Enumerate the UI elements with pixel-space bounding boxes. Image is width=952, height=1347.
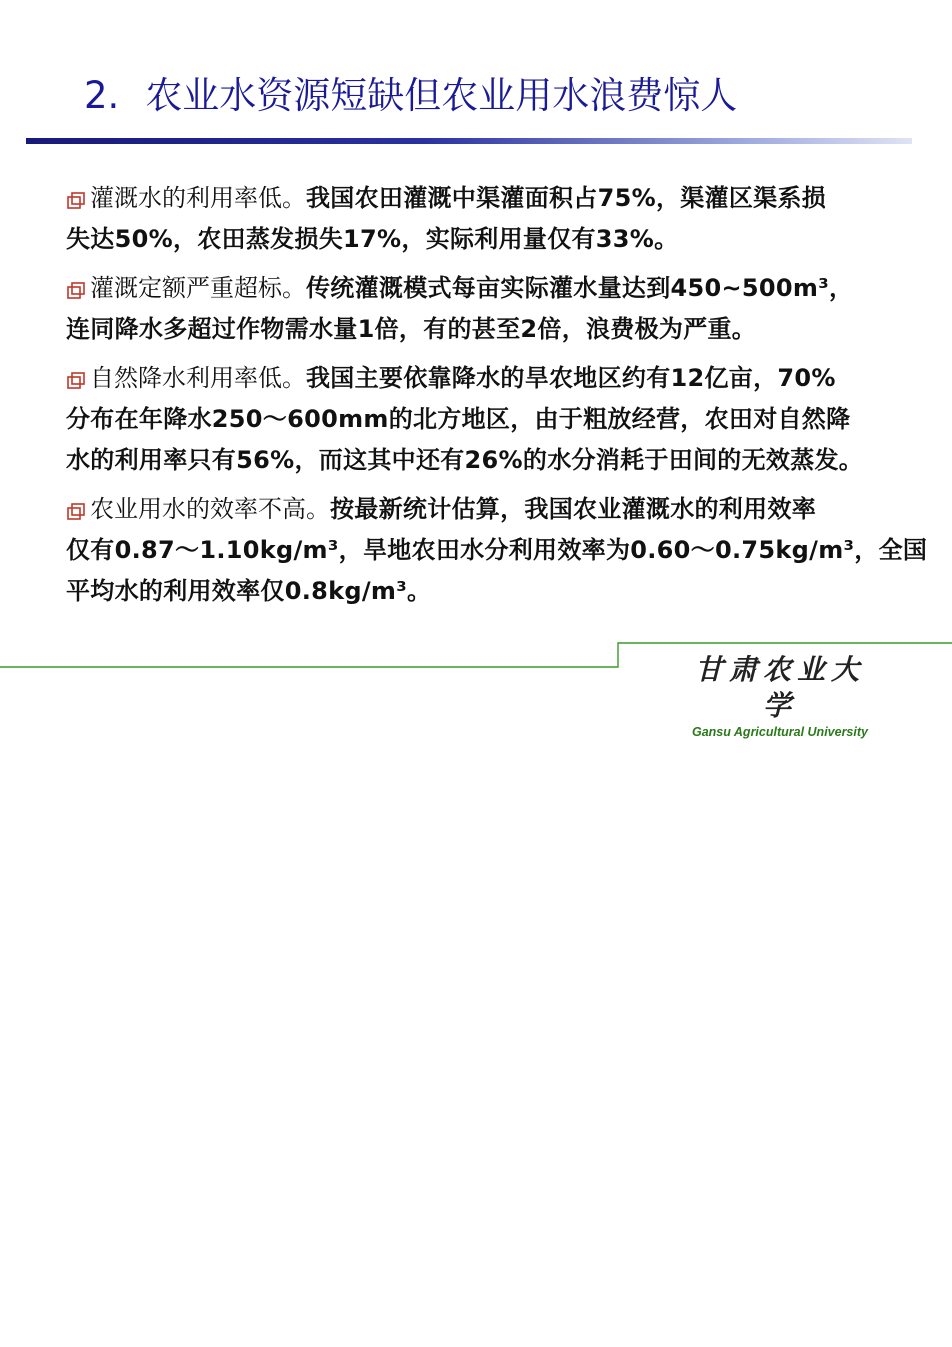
paragraph-line: 连同降水多超过作物需水量1倍，有的甚至2倍，浪费极为严重。 xyxy=(66,315,757,343)
paragraph-irrigation-utilization xyxy=(66,178,896,260)
paragraph-line: 失达50%，农田蒸发损失17%，实际利用量仅有33%。 xyxy=(66,225,679,253)
bullet-icon xyxy=(66,190,88,210)
paragraph-lead: 自然降水利用率低。 xyxy=(90,364,306,392)
paragraph-line: 传统灌溉模式每亩实际灌水量达到450~500m³， xyxy=(306,274,854,302)
paragraph-line: 分布在年降水250～600mm的北方地区，由于粗放经营，农田对自然降 xyxy=(66,405,851,433)
bullet-icon xyxy=(66,370,88,390)
paragraph-line: 我国农田灌溉中渠灌面积占75%，渠灌区渠系损 xyxy=(306,184,827,212)
paragraph-line: 平均水的利用效率仅0.8kg/m³。 xyxy=(66,577,432,605)
paragraph-lead: 灌溉定额严重超标。 xyxy=(90,274,306,302)
paragraph-precipitation-utilization xyxy=(66,358,896,481)
university-logo xyxy=(680,652,880,740)
paragraph-water-efficiency xyxy=(66,489,928,612)
logo-english-name: Gansu Agricultural University xyxy=(692,725,868,739)
title-underline xyxy=(26,138,912,144)
paragraph-irrigation-quota xyxy=(66,268,896,350)
content-body xyxy=(66,178,928,620)
slide-title xyxy=(84,66,904,126)
bullet-icon xyxy=(66,501,88,521)
title-text: 农业水资源短缺但农业用水浪费惊人 xyxy=(145,74,738,117)
logo-chinese-name: 甘肃农业大学 xyxy=(694,653,865,722)
paragraph-line: 按最新统计估算，我国农业灌溉水的利用效率 xyxy=(330,495,816,523)
paragraph-line: 仅有0.87～1.10kg/m³，旱地农田水分利用效率为0.60～0.75kg/m³，全国 xyxy=(66,536,928,564)
title-number: 2. xyxy=(84,74,120,117)
paragraph-line: 我国主要依靠降水的旱农地区约有12亿亩，70% xyxy=(306,364,836,392)
bullet-icon xyxy=(66,280,88,300)
paragraph-lead: 农业用水的效率不高。 xyxy=(90,495,330,523)
paragraph-line: 水的利用率只有56%，而这其中还有26%的水分消耗于田间的无效蒸发。 xyxy=(66,446,864,474)
paragraph-lead: 灌溉水的利用率低。 xyxy=(90,184,306,212)
